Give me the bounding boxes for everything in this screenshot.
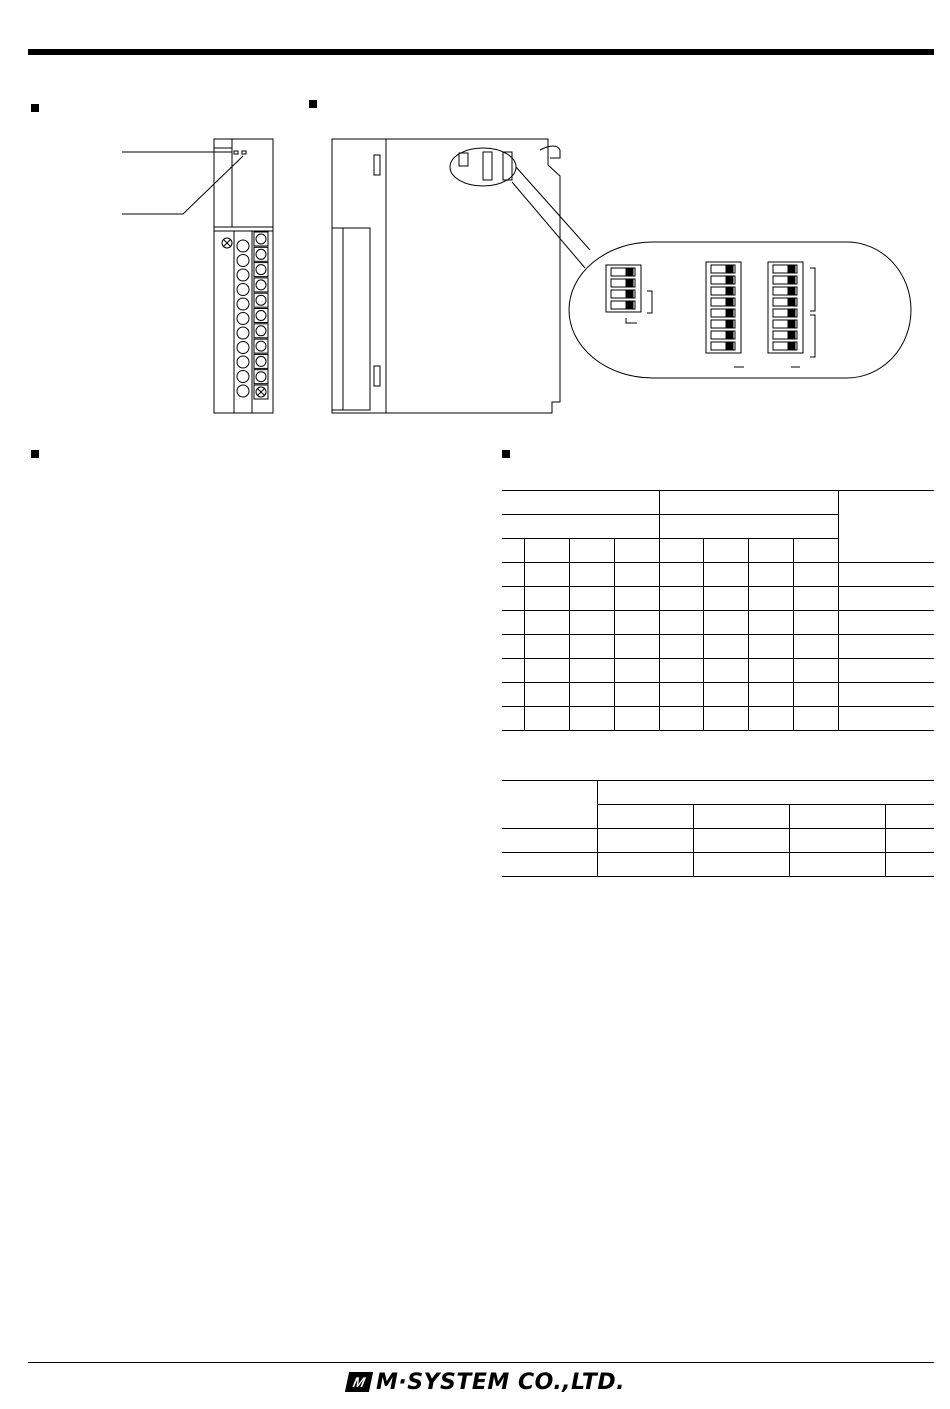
table-cell	[659, 635, 704, 659]
dip-switch-knob	[726, 277, 733, 283]
table-cell	[569, 707, 614, 731]
logo-mark-icon: M	[345, 1372, 373, 1392]
table-row	[502, 635, 934, 659]
bracket-sw-c-lower	[810, 315, 815, 357]
table-cell	[886, 853, 934, 877]
side-latch	[540, 146, 560, 158]
table-cell	[614, 707, 659, 731]
company-name: M·SYSTEM CO.,LTD.	[376, 1369, 626, 1395]
table-cell	[839, 659, 935, 683]
dip-switch-knob	[788, 288, 795, 294]
table-cell	[502, 563, 524, 587]
table-cell	[614, 659, 659, 683]
dip-switch-knob	[626, 269, 633, 275]
dip-switch-small-a	[459, 153, 468, 166]
table-cell	[502, 683, 524, 707]
table-row	[502, 563, 934, 587]
table-cell	[749, 563, 794, 587]
table-cell	[614, 563, 659, 587]
table-cell	[794, 611, 839, 635]
footer-rule	[28, 1362, 934, 1363]
table-row	[502, 853, 934, 877]
dip-switch-knob	[726, 310, 733, 316]
table-row	[502, 587, 934, 611]
table-cell	[569, 635, 614, 659]
table-cell	[794, 563, 839, 587]
table-cell	[704, 683, 749, 707]
t1-column-header	[569, 539, 614, 563]
table-row	[502, 659, 934, 683]
table-cell	[598, 853, 694, 877]
dip-switch-knob	[726, 321, 733, 327]
table-cell	[524, 587, 569, 611]
table-cell	[524, 611, 569, 635]
dip-switch-knob	[626, 291, 633, 297]
table-cell	[524, 563, 569, 587]
table-cell	[569, 611, 614, 635]
t1-column-header	[614, 539, 659, 563]
table-cell	[694, 853, 790, 877]
table-row	[502, 683, 934, 707]
table-cell	[839, 707, 935, 731]
table-cell	[502, 611, 524, 635]
table-cell	[659, 683, 704, 707]
table-cell	[749, 611, 794, 635]
table-cell	[790, 853, 886, 877]
table-row	[502, 707, 934, 731]
bracket-sw-a	[647, 291, 652, 313]
t1-subheader-2	[659, 515, 839, 539]
t1-column-header	[524, 539, 569, 563]
table-cell	[839, 611, 935, 635]
table-cell	[704, 563, 749, 587]
table-cell	[524, 707, 569, 731]
table-cell	[794, 635, 839, 659]
table-cell	[704, 707, 749, 731]
table-cell	[502, 587, 524, 611]
t1-header-group-2	[659, 491, 839, 515]
table-cell	[569, 659, 614, 683]
table-cell	[839, 635, 935, 659]
table-cell	[569, 563, 614, 587]
table-cell	[659, 611, 704, 635]
table-cell	[694, 829, 790, 853]
table-cell	[502, 659, 524, 683]
table-cell	[790, 829, 886, 853]
dip-switch-knob	[788, 332, 795, 338]
t2-header-label	[502, 781, 598, 829]
bracket-sw-c-upper	[810, 268, 815, 311]
table-cell	[794, 707, 839, 731]
t1-subheader-1	[502, 515, 659, 539]
dip-switch-knob	[726, 299, 733, 305]
dip-switch-knob	[788, 277, 795, 283]
dip-switch-small-b	[483, 152, 492, 180]
t1-column-header	[659, 539, 704, 563]
t2-col-2	[694, 805, 790, 829]
t2-col-1	[598, 805, 694, 829]
t1-header-result	[839, 491, 935, 563]
table-cell	[704, 611, 749, 635]
side-housing	[386, 139, 560, 413]
dip-switch-knob	[788, 266, 795, 272]
table-cell	[839, 563, 935, 587]
dip-switch-knob	[726, 343, 733, 349]
table-cell	[749, 707, 794, 731]
dip-switch-knob	[788, 299, 795, 305]
table-cell	[749, 635, 794, 659]
t1-column-header	[704, 539, 749, 563]
t2-header-group	[598, 781, 935, 805]
table-cell	[598, 829, 694, 853]
dip-switch-knob	[726, 332, 733, 338]
arrow-sw-a	[626, 318, 637, 323]
table-cell	[886, 829, 934, 853]
table-cell	[502, 635, 524, 659]
table-cell	[704, 635, 749, 659]
dip-switch-knob	[626, 302, 633, 308]
dip-switch-knob	[788, 343, 795, 349]
table-cell	[502, 829, 598, 853]
table-cell	[659, 587, 704, 611]
table-row	[502, 829, 934, 853]
t1-column-header	[749, 539, 794, 563]
table-cell	[659, 563, 704, 587]
side-connector-block	[332, 228, 370, 410]
t2-col-3	[790, 805, 886, 829]
table-row	[502, 611, 934, 635]
dip-switch-knob	[788, 321, 795, 327]
table-cell	[569, 683, 614, 707]
side-front-cover	[332, 139, 386, 413]
t2-col-4	[886, 805, 934, 829]
table-cell	[704, 587, 749, 611]
switch-table-2	[502, 780, 934, 877]
table-cell	[502, 707, 524, 731]
table-cell	[524, 659, 569, 683]
dip-switch-knob	[726, 288, 733, 294]
table-cell	[794, 587, 839, 611]
table-cell	[794, 683, 839, 707]
table-cell	[749, 587, 794, 611]
table-cell	[794, 659, 839, 683]
table-cell	[749, 683, 794, 707]
table-cell	[839, 683, 935, 707]
table-cell	[749, 659, 794, 683]
table-cell	[614, 683, 659, 707]
table-cell	[659, 707, 704, 731]
table-cell	[524, 683, 569, 707]
t1-column-header	[502, 539, 524, 563]
switch-table-1	[502, 490, 934, 731]
table-cell	[614, 635, 659, 659]
table-cell	[569, 587, 614, 611]
table-cell	[704, 659, 749, 683]
table-cell	[524, 635, 569, 659]
company-logo	[347, 1369, 625, 1395]
table-cell	[839, 587, 935, 611]
dip-switch-knob	[726, 266, 733, 272]
table-cell	[659, 659, 704, 683]
dip-switch-knob	[626, 280, 633, 286]
table-cell	[502, 853, 598, 877]
t1-header-group-1	[502, 491, 659, 515]
dip-switch-knob	[788, 310, 795, 316]
table-cell	[614, 611, 659, 635]
table-cell	[614, 587, 659, 611]
t1-column-header	[794, 539, 839, 563]
